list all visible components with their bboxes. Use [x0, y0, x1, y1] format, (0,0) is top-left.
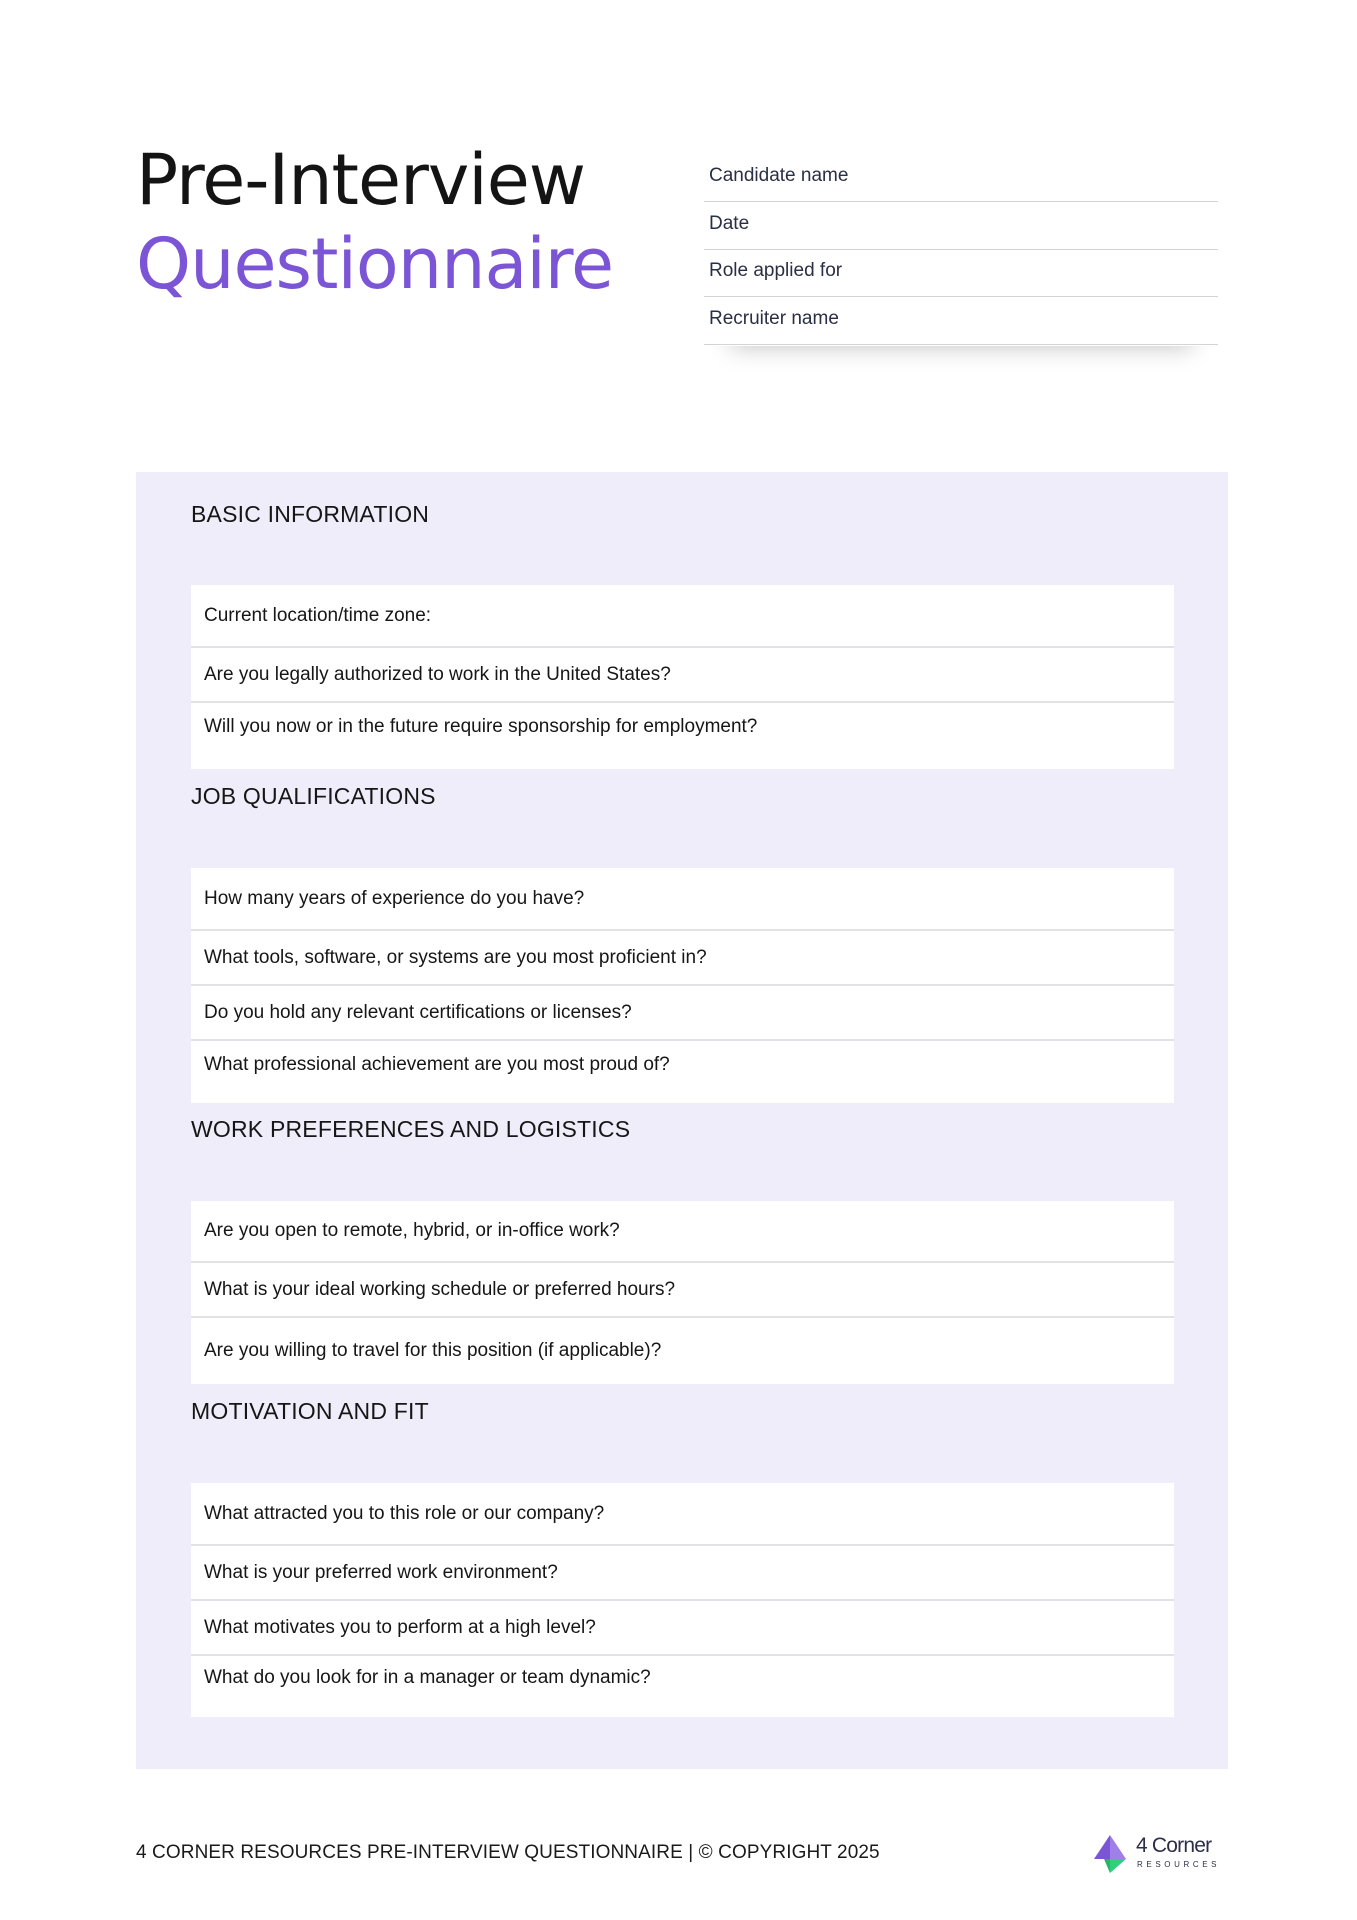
title-line-2: Questionnaire: [136, 223, 614, 305]
section-motivation-and-fit: [191, 1397, 1174, 1688]
question-row[interactable]: Current location/time zone:: [191, 585, 1174, 648]
question-row[interactable]: What motivates you to perform at a high level?: [191, 1601, 1174, 1656]
logo-subtitle: RESOURCES: [1137, 1860, 1221, 1869]
title-line-1: Pre-Interview: [136, 139, 586, 221]
4-corner-logo-icon: [1092, 1833, 1132, 1875]
section-job-qualifications: [191, 782, 1174, 1075]
candidate-name-field[interactable]: Candidate name: [704, 156, 1218, 202]
question-list: [191, 585, 1174, 769]
candidate-info-fields: [704, 156, 1218, 346]
section-title: WORK PREFERENCES AND LOGISTICS: [191, 1116, 631, 1142]
question-row[interactable]: What is your ideal working schedule or preferred hours?: [191, 1263, 1174, 1318]
question-list: [191, 868, 1174, 1103]
logo-wordmark: 4 Corner: [1136, 1834, 1212, 1857]
question-row[interactable]: What tools, software, or systems are you most proficient in?: [191, 931, 1174, 986]
question-row[interactable]: Will you now or in the future require sponsorship for employment?: [204, 716, 758, 737]
recruiter-name-field[interactable]: Recruiter name: [704, 299, 1218, 345]
question-row[interactable]: Are you willing to travel for this position (if applicable)?: [204, 1340, 662, 1361]
footer-copyright: 4 CORNER RESOURCES PRE-INTERVIEW QUESTIONNAIRE | © COPYRIGHT 2025: [136, 1842, 880, 1863]
date-field[interactable]: Date: [704, 204, 1218, 250]
question-row[interactable]: How many years of experience do you have?: [191, 868, 1174, 931]
section-basic-information: [191, 500, 1174, 737]
question-list: [191, 1483, 1174, 1717]
question-row[interactable]: Do you hold any relevant certifications or licenses?: [191, 986, 1174, 1041]
question-row[interactable]: What attracted you to this role or our company?: [191, 1483, 1174, 1546]
question-list: [191, 1201, 1174, 1384]
section-title: BASIC INFORMATION: [191, 501, 430, 527]
page-title: [136, 138, 613, 306]
section-title: JOB QUALIFICATIONS: [191, 783, 436, 809]
question-row[interactable]: What professional achievement are you most proud of?: [204, 1054, 670, 1075]
section-title: MOTIVATION AND FIT: [191, 1398, 429, 1424]
question-row[interactable]: What is your preferred work environment?: [191, 1546, 1174, 1601]
role-applied-field[interactable]: Role applied for: [704, 251, 1218, 297]
question-row[interactable]: Are you open to remote, hybrid, or in-office work?: [191, 1201, 1174, 1263]
section-work-preferences: [191, 1115, 1174, 1361]
questionnaire-panel: [136, 472, 1228, 1769]
question-row[interactable]: What do you look for in a manager or team dynamic?: [204, 1667, 651, 1688]
company-logo: [1092, 1833, 1222, 1877]
question-row[interactable]: Are you legally authorized to work in the United States?: [191, 648, 1174, 703]
